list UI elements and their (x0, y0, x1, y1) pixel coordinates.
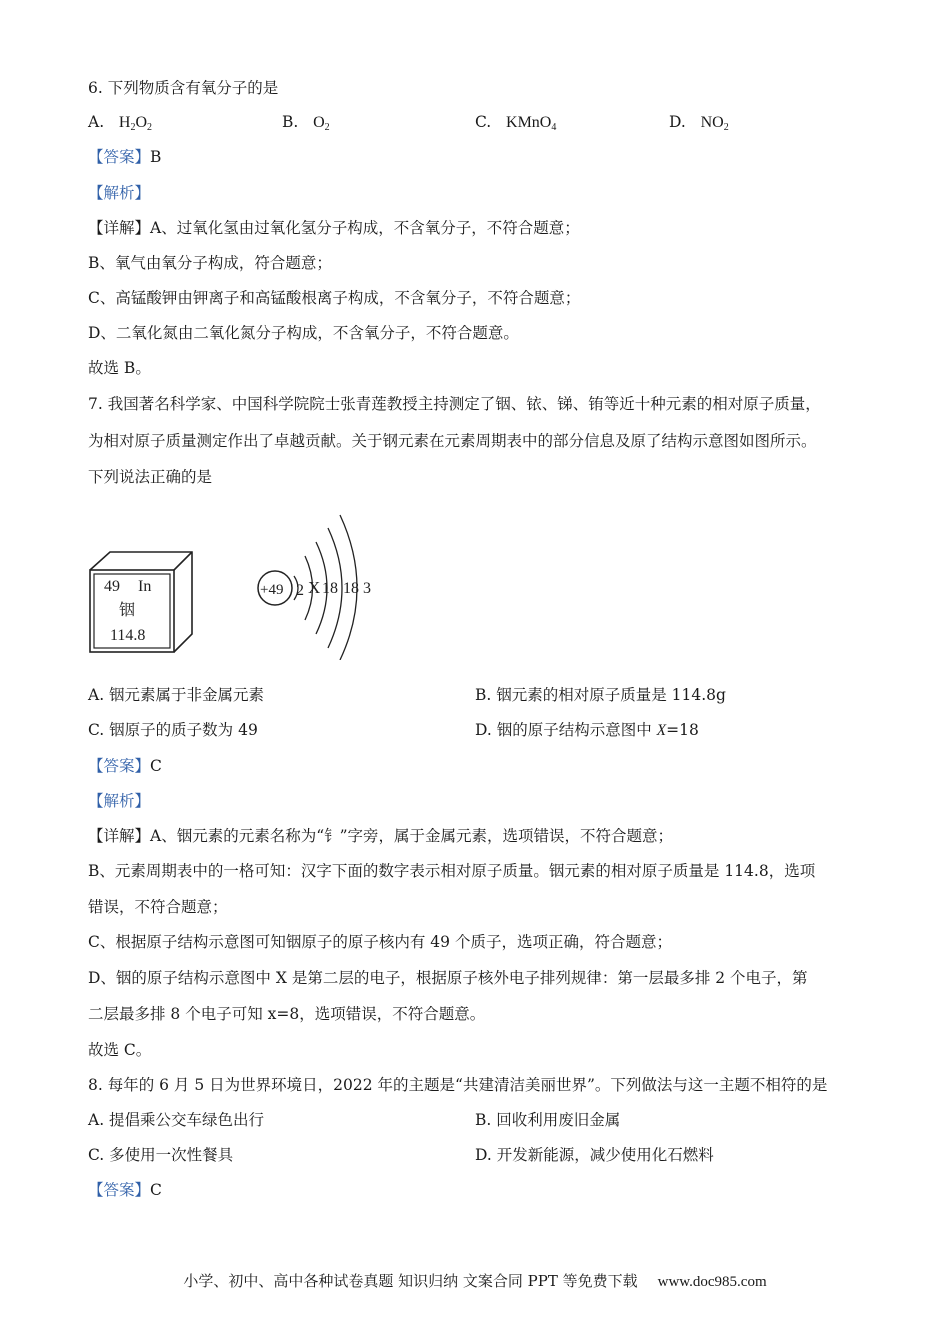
option-text: =18 (666, 721, 699, 739)
q8-stem: 8. 每年的 6 月 5 日为世界环境日，2022 年的主题是“共建清洁美丽世界”。下列做法与这一主题不相符的是 (88, 1076, 828, 1094)
element-symbol: In (138, 578, 152, 595)
q6-detail-line (88, 218, 580, 238)
q7-option-c: C. 铟原子的质子数为 49 (88, 721, 258, 739)
shell-count: X (308, 578, 321, 597)
q7-option-b: B. 铟元素的相对原子质量是 114.8g (475, 686, 726, 704)
q6-answer (88, 147, 161, 167)
detail-tag: 【详解】 (88, 827, 151, 845)
q6-option-d (669, 112, 729, 133)
atom-structure-diagram (250, 510, 380, 660)
q6-detail-line: B、氧气由氧分子构成，符合题意； (88, 254, 332, 272)
shell-count: 18 (322, 580, 338, 597)
q8-option-c: C. 多使用一次性餐具 (88, 1146, 234, 1164)
q7-option-a: A. 铟元素属于非金属元素 (88, 686, 265, 704)
formula: KMnO$_4$ (506, 114, 557, 133)
q6-detail-line: D、二氧化氮由二氧化氮分子构成，不含氧分子，不符合题意。 (88, 324, 519, 342)
shell-count: 18 (343, 580, 359, 597)
answer-tag: 【答案】 (88, 148, 151, 166)
q7-detail-line: 二层最多排 8 个电子可知 x=8，选项错误，不符合题意。 (88, 1005, 486, 1023)
q7-stem-line: 下列说法正确的是 (88, 468, 213, 486)
nucleus-charge: +49 (260, 582, 284, 598)
element-box (86, 548, 198, 656)
detail-tag: 【详解】 (88, 219, 151, 237)
footer-url[interactable]: www.doc985.com (657, 1274, 767, 1290)
option-letter: C. (475, 113, 492, 131)
element-number: 49 (104, 578, 120, 595)
formula: $NO_2$ (700, 114, 729, 133)
formula: $H_2O_2$ (118, 114, 153, 133)
q6-analysis-tag: 【解析】 (88, 184, 151, 202)
q8-answer (88, 1180, 162, 1200)
q6-stem: 6. 下列物质含有氧分子的是 (88, 79, 279, 97)
q8-option-a: A. 提倡乘公交车绿色出行 (88, 1111, 265, 1129)
page-footer (0, 1270, 950, 1291)
q7-answer (88, 756, 162, 776)
q7-option-d (475, 720, 699, 741)
answer-value: B (150, 148, 162, 166)
element-name: 铟 (119, 600, 136, 619)
q7-detail-line: B、元素周期表中的一格可知：汉字下面的数字表示相对原子质量。铟元素的相对原子质量是 114.8，选项 (88, 862, 816, 880)
q7-detail-line: D、铟的原子结构示意图中 X 是第二层的电子，根据原子核外电子排列规律：第一层最多排 2 个电子，第 (88, 969, 808, 987)
q7-conclusion: 故选 C。 (88, 1041, 152, 1059)
q7-stem-line: 7. 我国著名科学家、中国科学院院士张青莲教授主持测定了铟、铱、锑、铕等近十种元素的相对原子质量， (88, 395, 821, 413)
q7-stem-line: 为相对原子质量测定作出了卓越贡献。关于钢元素在元素周期表中的部分信息及原了结构示意图如图所示。 (88, 432, 817, 450)
answer-tag: 【答案】 (88, 757, 151, 775)
q8-option-b: B. 回收利用废旧金属 (475, 1111, 621, 1129)
detail-text: A、过氧化氢由过氧化氢分子构成，不含氧分子，不符合题意； (150, 219, 580, 237)
option-text: D. 铟的原子结构示意图中 (475, 721, 657, 739)
q6-option-b (282, 112, 330, 133)
q7-detail-line: C、根据原子结构示意图可知铟原子的原子核内有 49 个质子，选项正确，符合题意； (88, 933, 672, 951)
variable-x: X (656, 722, 667, 739)
answer-tag: 【答案】 (88, 1181, 151, 1199)
q8-option-d: D. 开发新能源，减少使用化石燃料 (475, 1146, 714, 1164)
shell-count: 3 (363, 580, 371, 597)
answer-value: C (150, 757, 162, 775)
q6-conclusion: 故选 B。 (88, 359, 151, 377)
answer-value: C (150, 1181, 162, 1199)
q7-detail-line (88, 826, 673, 846)
shell-count: 2 (296, 582, 304, 599)
q7-detail-line: 错误，不符合题意； (88, 898, 228, 916)
option-letter: B. (282, 113, 299, 131)
q6-option-c (475, 112, 556, 133)
q7-analysis-tag: 【解析】 (88, 792, 151, 810)
footer-text: 小学、初中、高中各种试卷真题 知识归纳 文案合同 PPT 等免费下载 (183, 1272, 638, 1290)
element-mass: 114.8 (110, 627, 146, 644)
q6-option-a (88, 112, 152, 133)
formula: $O_2$ (313, 114, 330, 133)
q6-detail-line: C、高锰酸钾由钾离子和高锰酸根离子构成，不含氧分子，不符合题意； (88, 289, 581, 307)
option-letter: D. (669, 113, 686, 131)
option-letter: A. (88, 113, 105, 131)
detail-text: A、铟元素的元素名称为“钅”字旁，属于金属元素，选项错误，不符合题意； (150, 827, 674, 845)
